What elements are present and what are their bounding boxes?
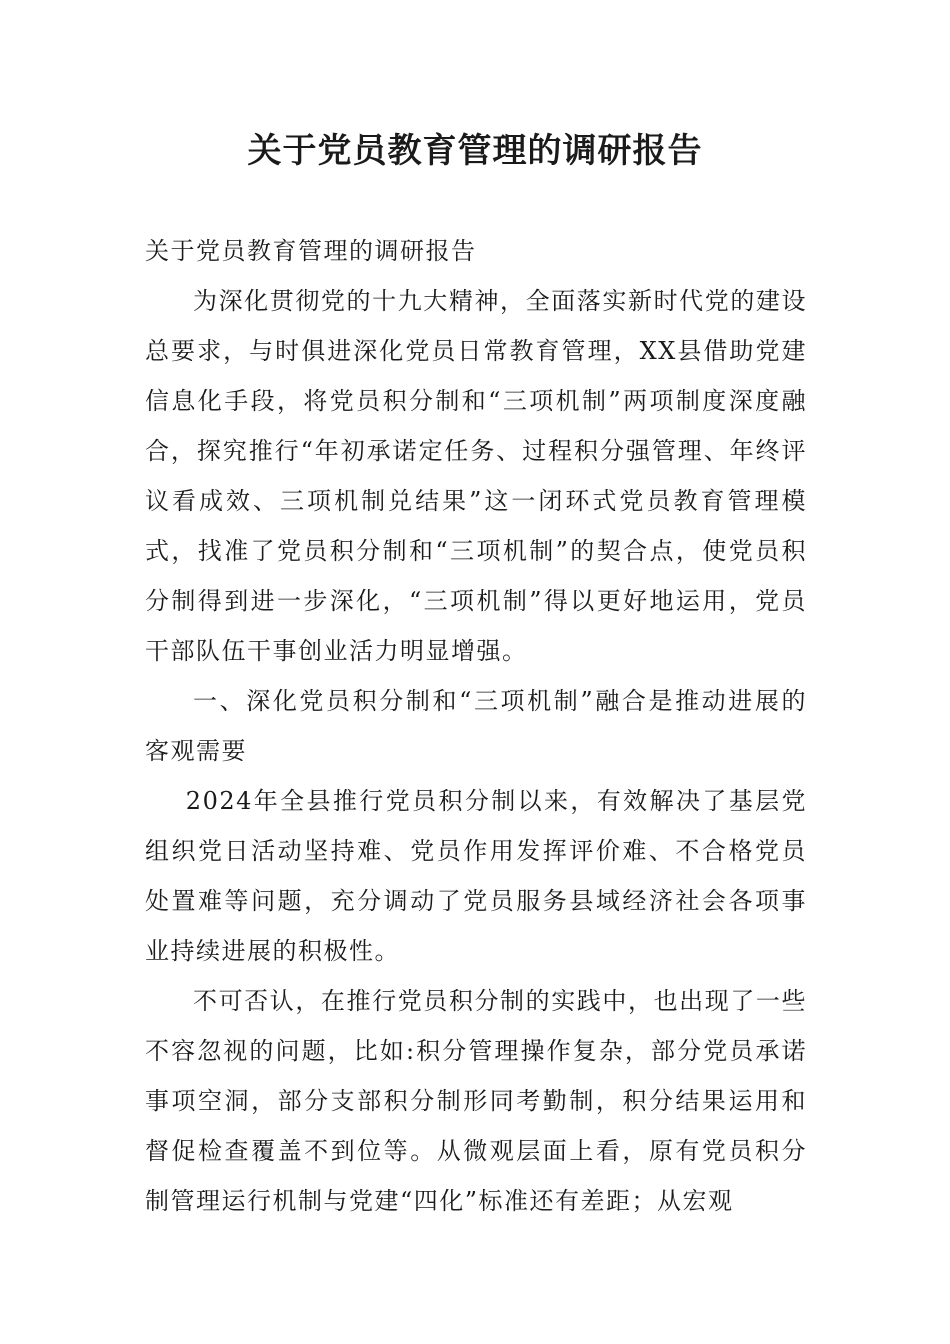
document-subtitle: 关于党员教育管理的调研报告 xyxy=(145,237,477,265)
paragraph-background: 2024年全县推行党员积分制以来，有效解决了基层党组织党日活动坚持难、党员作用发挥评价难、不合格党员处置难等问题，充分调动了党员服务县域经济社会各项事业持续进展的积极性。 xyxy=(145,787,807,965)
section-heading-1: 一、深化党员积分制和“三项机制”融合是推动进展的客观需要 xyxy=(145,687,807,765)
document-body xyxy=(145,226,807,1226)
paragraph-problems: 不可否认，在推行党员积分制的实践中，也出现了一些不容忽视的问题，比如:积分管理操作复杂，部分党员承诺事项空洞，部分支部积分制形同考勤制，积分结果运用和督促检查覆盖不到位等。从微观层面上看，原有党员积分制管理运行机制与党建“四化”标准还有差距；从宏观 xyxy=(145,987,807,1215)
paragraph-intro: 为深化贯彻党的十九大精神，全面落实新时代党的建设总要求，与时俱进深化党员日常教育管理，XX县借助党建信息化手段，将党员积分制和“三项机制”两项制度深度融合，探究推行“年初承诺定任务、过程积分强管理、年终评议看成效、三项机制兑结果”这一闭环式党员教育管理模式，找准了党员积分制和“三项机制”的契合点，使党员积分制得到进一步深化，“三项机制”得以更好地运用，党员干部队伍干事创业活力明显增强。 xyxy=(145,287,807,665)
document-title: 关于党员教育管理的调研报告 xyxy=(247,131,703,171)
